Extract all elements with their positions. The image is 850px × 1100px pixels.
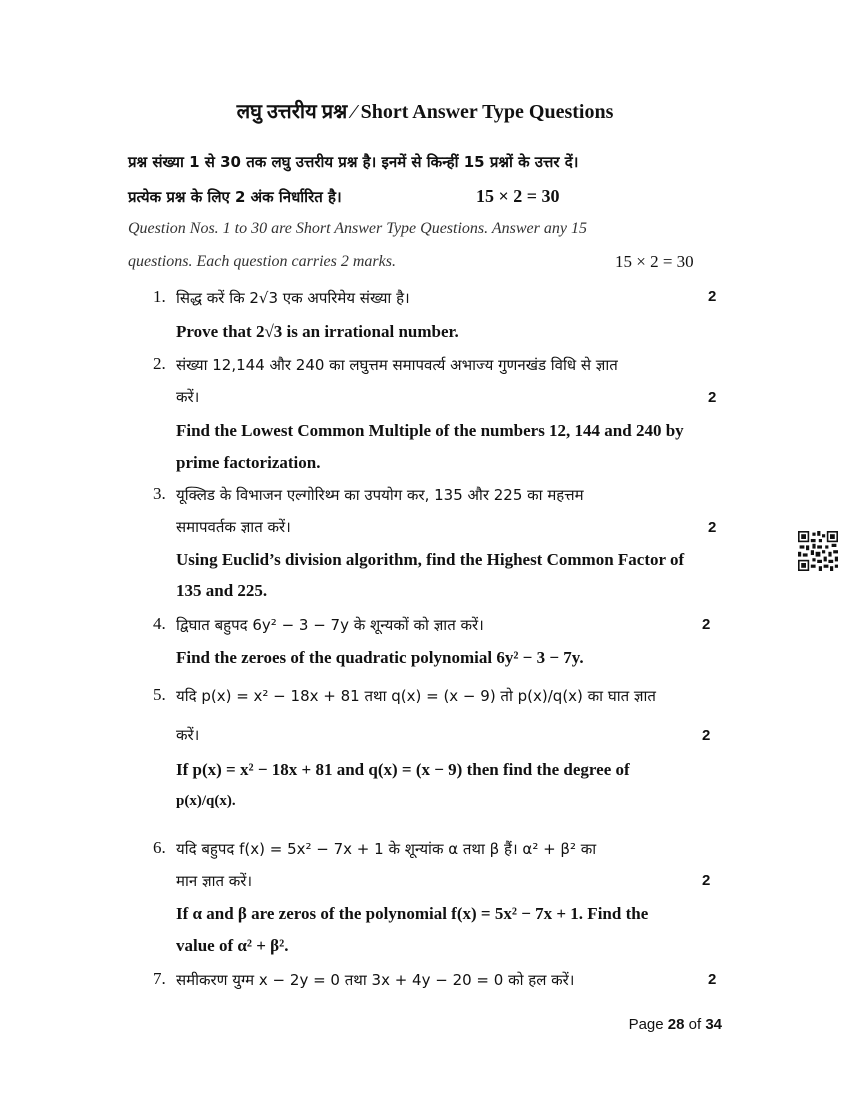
instructions-hindi-formula: 15 × 2 = 30 — [476, 186, 560, 206]
question-6-hindi-line2: मान ज्ञात करें। — [176, 872, 253, 890]
question-2-english-line2: prime factorization. — [176, 453, 321, 472]
question-number: 3. — [153, 484, 166, 503]
instructions-hindi-line2: प्रत्येक प्रश्न के लिए 2 अंक निर्धारित है। — [128, 188, 342, 206]
question-number: 4. — [153, 614, 166, 633]
question-2-hindi-line2: करें। — [176, 388, 200, 406]
question-3-english-line2: 135 and 225. — [176, 581, 268, 600]
footer-total-pages: 34 — [705, 1016, 722, 1033]
question-3-marks: 2 — [708, 519, 717, 536]
question-4-english: Find the zeroes of the quadratic polynomial 6y² − 3 − 7y. — [176, 648, 584, 667]
question-6-english-line1: If α and β are zeros of the polynomial f(x) = 5x² − 7x + 1. Find the — [176, 904, 649, 923]
question-number: 2. — [153, 354, 166, 373]
qr-code-icon — [798, 531, 838, 571]
question-1-marks: 2 — [708, 288, 717, 305]
question-6-hindi-line1: यदि बहुपद f(x) = 5x² − 7x + 1 के शून्यांक α तथा β हैं। α² + β² का — [176, 840, 597, 858]
question-7-marks: 2 — [708, 971, 717, 988]
question-5-hindi-line1: यदि p(x) = x² − 18x + 81 तथा q(x) = (x − 9) तो p(x)/q(x) का घात ज्ञात — [176, 687, 656, 705]
question-6-english-line2: value of α² + β². — [176, 936, 289, 955]
question-1-english: Prove that 2√3 is an irrational number. — [176, 322, 459, 341]
question-number: 5. — [153, 685, 166, 704]
question-5-english-line1: If p(x) = x² − 18x + 81 and q(x) = (x − 9) then find the degree of — [176, 760, 630, 779]
question-7-hindi: समीकरण युग्म x − 2y = 0 तथा 3x + 4y − 20 = 0 को हल करें। — [176, 971, 575, 989]
question-5-hindi-line2: करें। — [176, 726, 200, 744]
instructions-english-line2: questions. Each question carries 2 marks. — [128, 253, 396, 270]
instructions-english-line1: Question Nos. 1 to 30 are Short Answer Type Questions. Answer any 15 — [128, 220, 587, 237]
question-2-english-line1: Find the Lowest Common Multiple of the numbers 12, 144 and 240 by — [176, 421, 684, 440]
question-5-marks: 2 — [702, 727, 711, 744]
footer-page-number: 28 — [667, 1016, 685, 1033]
instructions-english-formula: 15 × 2 = 30 — [615, 252, 694, 271]
question-1-hindi: सिद्ध करें कि 2√3 एक अपरिमेय संख्या है। — [176, 289, 410, 307]
question-2-marks: 2 — [708, 389, 717, 406]
footer-prefix: Page — [628, 1016, 668, 1033]
page-title: लघु उत्तरीय प्रश्न ⁄ Short Answer Type Questions — [236, 101, 614, 123]
question-number: 7. — [153, 969, 166, 988]
question-number: 6. — [153, 838, 166, 857]
question-2-hindi-line1: संख्या 12,144 और 240 का लघुत्तम समापवर्त्य अभाज्य गुणनखंड विधि से ज्ञात — [176, 356, 618, 374]
footer-middle: of — [684, 1016, 706, 1033]
question-4-marks: 2 — [702, 616, 711, 633]
question-5-english-line2: p(x)/q(x). — [176, 793, 236, 809]
instructions-hindi-line1: प्रश्न संख्या 1 से 30 तक लघु उत्तरीय प्रश्न है। इनमें से किन्हीं 15 प्रश्नों के उत्तर दें। — [128, 153, 579, 171]
question-3-hindi-line1: यूक्लिड के विभाजन एल्गोरिथ्म का उपयोग कर, 135 और 225 का महत्तम — [176, 486, 584, 504]
question-3-english-line1: Using Euclid’s division algorithm, find the Highest Common Factor of — [176, 550, 685, 569]
page-footer — [629, 1016, 722, 1033]
question-3-hindi-line2: समापवर्तक ज्ञात करें। — [176, 518, 291, 536]
question-number: 1. — [153, 287, 166, 306]
question-6-marks: 2 — [702, 872, 711, 889]
question-4-hindi: द्विघात बहुपद 6y² − 3 − 7y के शून्यकों को ज्ञात करें। — [176, 616, 484, 634]
